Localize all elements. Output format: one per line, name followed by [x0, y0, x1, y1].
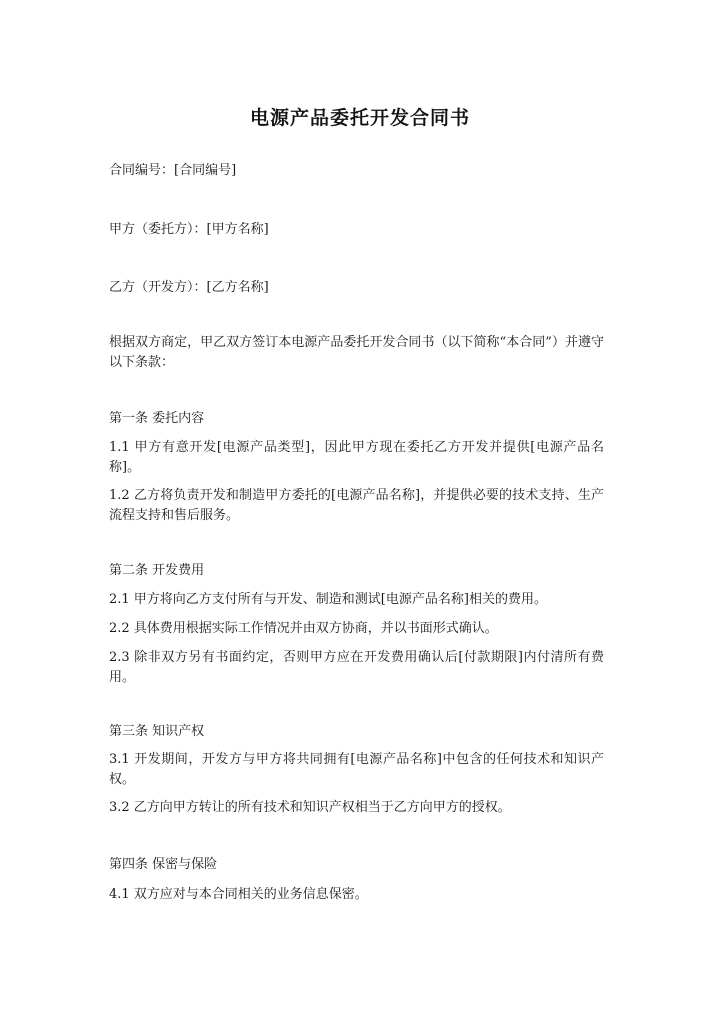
- party-a: 甲方（委托方）：[甲方名称]: [109, 222, 269, 237]
- article-heading: 第四条 保密与保险: [109, 857, 218, 872]
- clause: 1.2 乙方将负责开发和制造甲方委托的[电源产品名称]，并提供必要的技术支持、生产流程支持和售后服务。: [109, 488, 604, 523]
- document-title: 电源产品委托开发合同书: [249, 107, 470, 129]
- clause: 2.1 甲方将向乙方支付所有与开发、制造和测试[电源产品名称]相关的费用。: [109, 592, 547, 607]
- clause: 2.3 除非双方另有书面约定，否则甲方应在开发费用确认后[付款期限]内付清所有费用。: [109, 650, 604, 685]
- clause: 3.1 开发期间，开发方与甲方将共同拥有[电源产品名称]中包含的任何技术和知识产权。: [109, 752, 604, 787]
- party-b: 乙方（开发方）：[乙方名称]: [109, 280, 269, 295]
- clause: 4.1 双方应对与本合同相关的业务信息保密。: [109, 887, 368, 902]
- clause: 2.2 具体费用根据实际工作情况并由双方协商，并以书面形式确认。: [109, 621, 498, 636]
- preamble: 根据双方商定，甲乙双方签订本电源产品委托开发合同书（以下简称“本合同”）并遵守以下条款：: [109, 335, 604, 370]
- article-heading: 第二条 开发费用: [109, 563, 205, 578]
- article-heading: 第三条 知识产权: [109, 724, 205, 739]
- contract-number: 合同编号：[合同编号]: [109, 163, 237, 178]
- clause: 3.2 乙方向甲方转让的所有技术和知识产权相当于乙方向甲方的授权。: [109, 800, 511, 815]
- article-heading: 第一条 委托内容: [109, 411, 205, 426]
- clause: 1.1 甲方有意开发[电源产品类型]，因此甲方现在委托乙方开发并提供[电源产品名称]。: [109, 440, 604, 475]
